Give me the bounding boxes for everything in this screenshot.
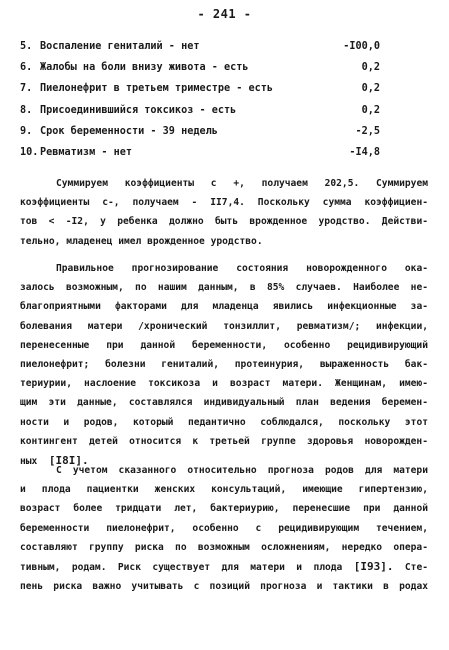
list-item-number: 6.	[20, 62, 33, 74]
list-item-text: Присоединившийся токсикоз - есть	[40, 104, 237, 116]
paragraph-summary	[20, 174, 428, 251]
coefficient-list	[20, 36, 380, 163]
list-item	[20, 57, 380, 78]
paragraph-line: залось возможным, по нашим данным, в 85% случаев. Наиболее не-	[20, 282, 428, 294]
list-item	[20, 121, 380, 142]
paragraph-line: териурии, наслоение токсикоза и возраст матери. Женщинам, имею-	[20, 378, 428, 390]
paragraph-line: и плода пациентки женских консультаций, имеющие гипертензию,	[20, 484, 428, 496]
paragraph-line: ности и родов, который педантично соблюдался, поскольку этот	[20, 416, 428, 428]
citation-ref: [I8I].	[48, 454, 89, 468]
list-item-text: Срок беременности - 39 недель	[40, 125, 218, 137]
list-item-value: -I00,0	[343, 41, 380, 52]
paragraph-text: Сте-	[404, 562, 429, 574]
list-item-number: 7.	[20, 83, 33, 95]
list-item-value: 0,2	[361, 83, 380, 95]
list-item-number: 10.	[20, 146, 39, 158]
paragraph-line	[20, 557, 428, 577]
list-item-text: Ревматизм - нет	[40, 146, 133, 158]
paragraph-line: коэффициенты с-, получаем - II7,4. Поскольку сумма коэффициен-	[20, 197, 428, 209]
paragraph-line: Суммируем коэффициенты с +, получаем 202,5. Суммируем	[56, 178, 428, 189]
paragraph-line: щим эти данные, составлялся индивидуальный план ведения беремен-	[20, 397, 428, 409]
paragraph-line: составляют группу риска по возможным осложнениям, нередко опера-	[20, 541, 428, 553]
paragraph-line: перенесенные при данной беременности, особенно рецидивирующий	[20, 339, 428, 351]
paragraph-line: пиелонефрит; болезни гениталий, протеинурия, выраженность бак-	[20, 359, 428, 371]
paragraph-risk	[20, 461, 428, 596]
paragraph-line: контингент детей относится к третьей группе здоровья новорожден-	[20, 435, 428, 447]
paragraph-prognosis	[20, 259, 428, 471]
list-item-text: Воспаление гениталий - нет	[40, 41, 200, 52]
paragraph-text: тивным, родам. Риск существует для матери и плода	[20, 562, 343, 574]
page-number: - 241 -	[197, 7, 252, 21]
list-item-text: Пиелонефрит в третьем триместре - есть	[40, 83, 274, 95]
citation-ref: [I93].	[353, 560, 394, 574]
list-item-number: 8.	[20, 104, 33, 116]
list-item	[20, 36, 380, 57]
paragraph-line: беременности пиелонефрит, особенно с рецидивирующим течением,	[20, 522, 428, 534]
paragraph-line: возраст более тридцати лет, бактериурию, перенесшие при данной	[20, 503, 428, 515]
paragraph-line: благоприятными факторами для младенца явились инфекционные за-	[20, 301, 428, 313]
list-item-number: 9.	[20, 125, 33, 137]
list-item-value: 0,2	[361, 104, 380, 116]
list-item-text: Жалобы на боли внизу живота - есть	[40, 62, 249, 74]
list-item	[20, 142, 380, 163]
list-item-value: -2,5	[355, 125, 380, 137]
list-item	[20, 100, 380, 121]
list-item	[20, 78, 380, 99]
paragraph-line: С учетом сказанного относительно прогноза родов для матери	[56, 465, 428, 476]
list-item-number: 5.	[20, 41, 33, 52]
paragraph-line: Правильное прогнозирование состояния новорожденного ока-	[56, 263, 428, 274]
paragraph-line: пень риска важно учитывать с позиций прогноза и тактики в родах	[20, 581, 428, 593]
paragraph-line: тов < -I2, у ребенка должно быть врожденное уродство. Действи-	[20, 216, 428, 228]
paragraph-text: ных	[20, 456, 38, 468]
list-item-value: 0,2	[361, 62, 380, 74]
paragraph-line: тельно, младенец имел врожденное уродство.	[20, 235, 263, 247]
paragraph-line: болевания матери /хронический тонзиллит, ревматизм/; инфекции,	[20, 320, 428, 332]
list-item-value: -I4,8	[349, 146, 380, 158]
